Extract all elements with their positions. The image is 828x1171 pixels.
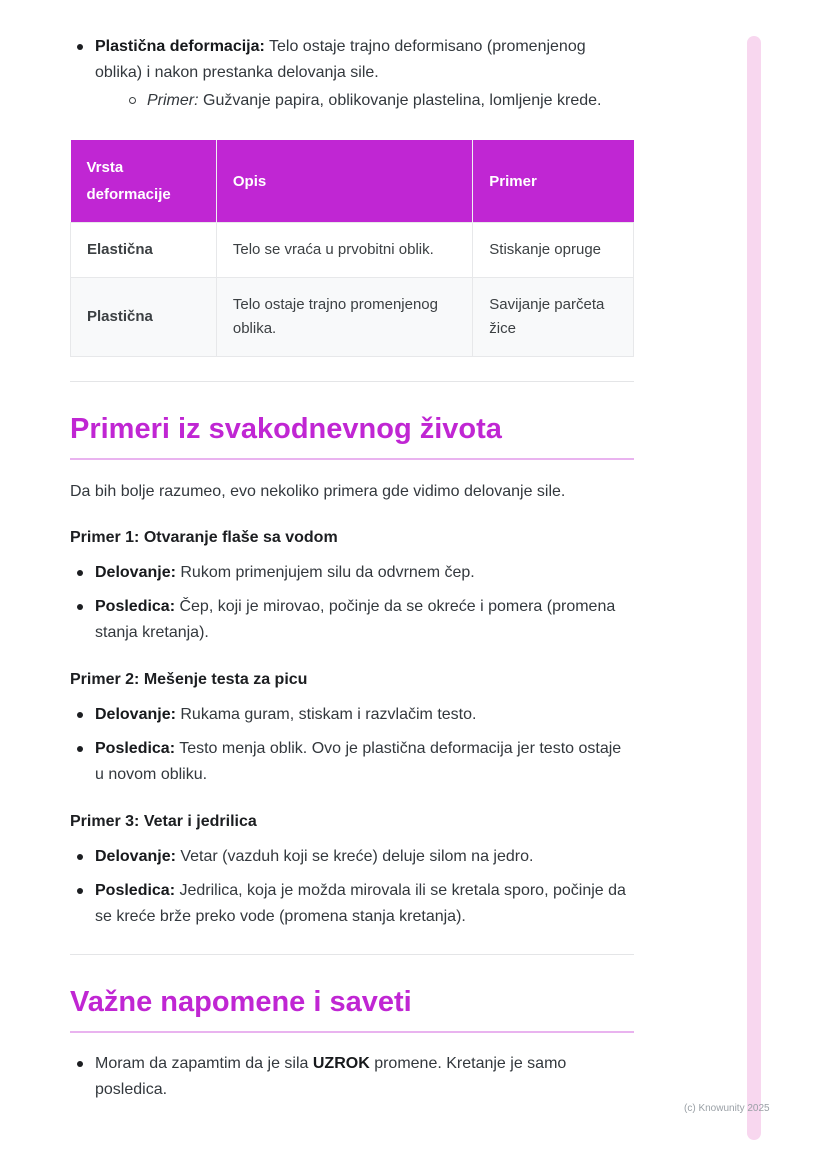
item-label: Delovanje: (95, 848, 176, 865)
document-content (70, 34, 634, 1111)
table-header (71, 140, 634, 223)
section-title-primeri: Primeri iz svakodnevnog života (70, 412, 634, 460)
list-item (70, 594, 634, 646)
example-2-heading: Primer 2: Mešenje testa za picu (70, 671, 308, 688)
list-item (70, 34, 634, 114)
example-1-list (70, 560, 634, 646)
item-text: Jedrilica, koja je možda mirovala ili se kretala sporo, počinje da se kreće brže preko vode (promena stanja kretanja). (95, 882, 626, 925)
section-divider (70, 954, 634, 955)
item-text: Testo menja oblik. Ovo je plastična deformacija jer testo ostaje u novom obliku. (95, 740, 622, 783)
page-edge-stripe (747, 36, 761, 1140)
table-row (71, 223, 634, 278)
deformation-bullet-list (70, 34, 634, 114)
item-label: Delovanje: (95, 564, 176, 581)
note-text-post: promene. Kretanje je samo posledica. (95, 1055, 567, 1098)
item-text: Čep, koji je mirovao, počinje da se okreće i pomera (promena stanja kretanja). (95, 598, 616, 641)
item-text: Gužvanje papira, oblikovanje plastelina, lomljenje krede. (198, 92, 602, 109)
item-label: Primer: (147, 92, 199, 109)
note-text-bold: UZROK (312, 1055, 370, 1072)
table-header-cell-vrsta: Vrsta deformacije (71, 140, 217, 223)
table-header-cell-opis: Opis (216, 140, 472, 223)
table-row (71, 278, 634, 357)
example-2-list (70, 702, 634, 788)
item-label: Delovanje: (95, 706, 176, 723)
deformation-table (70, 140, 634, 357)
item-text: Telo ostaje trajno deformisano (promenjenog oblika) i nakon prestanka delovanja sile. (95, 38, 586, 81)
example-3-heading: Primer 3: Vetar i jedrilica (70, 813, 257, 830)
section-divider (70, 381, 634, 382)
note-text-pre: Moram da zapamtim da je sila (95, 1055, 313, 1072)
table-cell-type: Elastična (71, 223, 217, 278)
list-item (70, 736, 634, 788)
table-cell-opis: Telo se vraća u prvobitni oblik. (216, 223, 472, 278)
item-label: Plastična deformacija: (95, 38, 265, 55)
item-text: Rukom primenjujem silu da odvrnem čep. (175, 564, 475, 581)
list-item (70, 878, 634, 930)
table-cell-primer: Savijanje parčeta žice (473, 278, 634, 357)
item-text: Vetar (vazduh koji se kreće) deluje silom na jedro. (175, 848, 534, 865)
table-body (71, 223, 634, 357)
list-item (70, 560, 634, 586)
example-3-list (70, 844, 634, 930)
item-label: Posledica: (95, 740, 176, 757)
table-cell-opis: Telo ostaje trajno promenjenog oblika. (216, 278, 472, 357)
table-header-cell-primer: Primer (473, 140, 634, 223)
list-item (70, 702, 634, 728)
item-text: Rukama guram, stiskam i razvlačim testo. (175, 706, 477, 723)
list-item (123, 88, 634, 114)
table-cell-type: Plastična (71, 278, 217, 357)
list-item (70, 1051, 634, 1103)
sub-bullet-list (95, 88, 634, 114)
item-label: Posledica: (95, 882, 176, 899)
notes-list (70, 1051, 634, 1103)
watermark: (c) Knowunity 2025 (684, 1103, 770, 1114)
table-header-row (71, 140, 634, 223)
section-intro-text: Da bih bolje razumeo, evo nekoliko primera gde vidimo delovanje sile. (70, 483, 566, 500)
section-title-napomene: Važne napomene i saveti (70, 985, 634, 1033)
list-item (70, 844, 634, 870)
table-cell-primer: Stiskanje opruge (473, 223, 634, 278)
example-1-heading: Primer 1: Otvaranje flaše sa vodom (70, 529, 338, 546)
item-label: Posledica: (95, 598, 176, 615)
